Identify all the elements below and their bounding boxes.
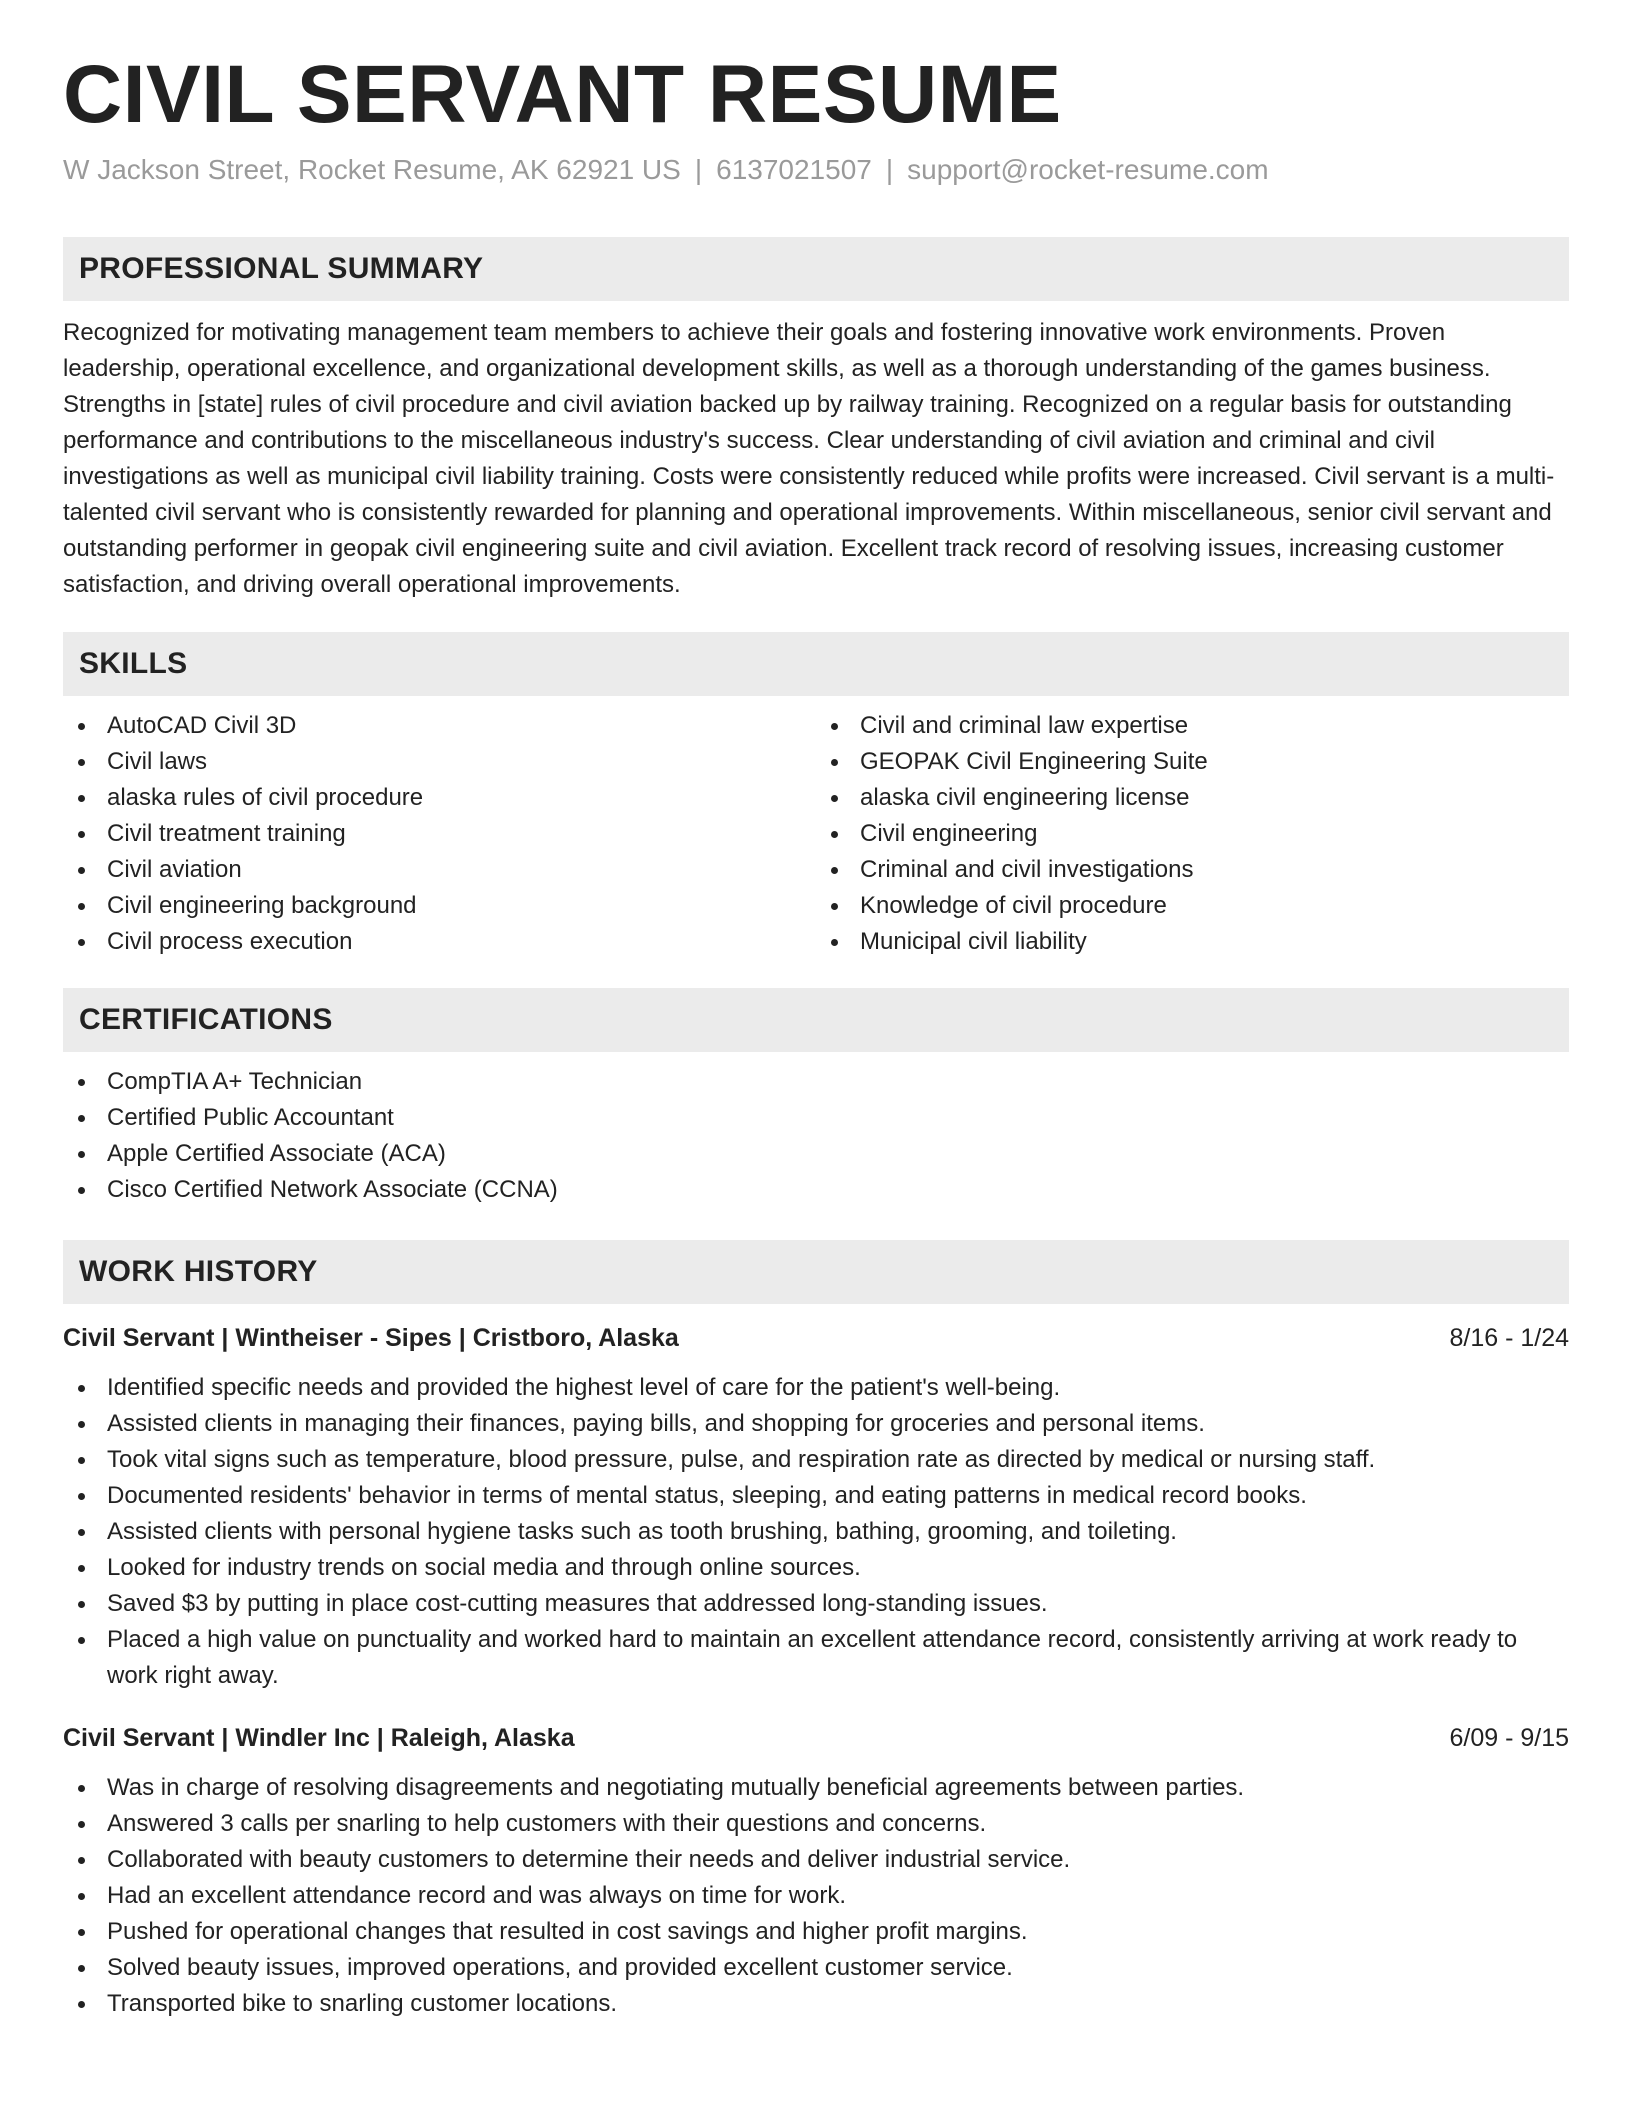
- bullet-icon: [78, 939, 85, 946]
- bullet-icon: [78, 1421, 85, 1428]
- job-duties-list: [63, 1370, 1569, 1694]
- skill-item-text: Criminal and civil investigations: [860, 856, 1194, 884]
- bullet-icon: [78, 795, 85, 802]
- skill-item: [63, 708, 816, 744]
- job-duty-item-text: Looked for industry trends on social media and through online sources.: [107, 1554, 861, 1582]
- skill-item-text: Civil engineering background: [107, 892, 417, 920]
- bullet-icon: [78, 1601, 85, 1608]
- skill-item-text: Civil process execution: [107, 928, 353, 956]
- job-duty-item-text: Solved beauty issues, improved operations, and provided excellent customer service.: [107, 1954, 1013, 1982]
- certification-item-text: CompTIA A+ Technician: [107, 1068, 363, 1096]
- job-title: Civil Servant | Windler Inc | Raleigh, Alaska: [63, 1724, 575, 1753]
- certification-item: [63, 1172, 1569, 1208]
- certifications-list: [63, 1064, 1569, 1208]
- bullet-icon: [78, 1385, 85, 1392]
- bullet-icon: [831, 903, 838, 910]
- certification-item-text: Apple Certified Associate (ACA): [107, 1140, 446, 1168]
- bullet-icon: [78, 903, 85, 910]
- job-duty-item-text: Assisted clients in managing their finances, paying bills, and shopping for groceries and personal items.: [107, 1410, 1205, 1438]
- skill-item-text: AutoCAD Civil 3D: [107, 712, 297, 740]
- skill-item-text: alaska civil engineering license: [860, 784, 1190, 812]
- job-duty-item: [63, 1586, 1569, 1622]
- certification-item: [63, 1136, 1569, 1172]
- job-title: Civil Servant | Wintheiser - Sipes | Cristboro, Alaska: [63, 1324, 679, 1353]
- skill-item-text: Civil and criminal law expertise: [860, 712, 1189, 740]
- job-duty-item-text: Documented residents' behavior in terms of mental status, sleeping, and eating patterns in medical record books.: [107, 1482, 1307, 1510]
- job-duty-item-text: Was in charge of resolving disagreements and negotiating mutually beneficial agreements between parties.: [107, 1774, 1245, 1802]
- skill-item-text: Municipal civil liability: [860, 928, 1087, 956]
- bullet-icon: [78, 1965, 85, 1972]
- bullet-icon: [831, 759, 838, 766]
- skill-item: [63, 816, 816, 852]
- bullet-icon: [831, 723, 838, 730]
- job-dates: 6/09 - 9/15: [1449, 1724, 1569, 1753]
- section-header-certifications: CERTIFICATIONS: [63, 988, 1569, 1052]
- contact-address: W Jackson Street, Rocket Resume, AK 62921 US: [63, 154, 681, 186]
- skill-item-text: Knowledge of civil procedure: [860, 892, 1167, 920]
- job-duty-item: [63, 1806, 1569, 1842]
- resume-title: CIVIL SERVANT RESUME: [63, 49, 1062, 140]
- skill-item: [63, 744, 816, 780]
- section-header-skills: SKILLS: [63, 632, 1569, 696]
- bullet-icon: [78, 831, 85, 838]
- bullet-icon: [78, 1079, 85, 1086]
- skill-item: [816, 816, 1569, 852]
- bullet-icon: [78, 1893, 85, 1900]
- job-duty-item: [63, 1622, 1569, 1694]
- bullet-icon: [78, 1151, 85, 1158]
- job-duty-item: [63, 1986, 1569, 2022]
- bullet-icon: [831, 795, 838, 802]
- certification-item: [63, 1064, 1569, 1100]
- job-entry: [63, 1720, 1569, 2022]
- job-duty-item-text: Saved $3 by putting in place cost-cutting measures that addressed long-standing issues.: [107, 1590, 1048, 1618]
- bullet-icon: [78, 1929, 85, 1936]
- job-duty-item: [63, 1406, 1569, 1442]
- job-duty-item: [63, 1770, 1569, 1806]
- job-duty-item-text: Had an excellent attendance record and was always on time for work.: [107, 1882, 847, 1910]
- job-duty-item: [63, 1514, 1569, 1550]
- skill-item-text: Civil aviation: [107, 856, 242, 884]
- bullet-icon: [78, 1115, 85, 1122]
- skill-item: [816, 888, 1569, 924]
- job-duty-item-text: Answered 3 calls per snarling to help customers with their questions and concerns.: [107, 1810, 987, 1838]
- skill-item-text: alaska rules of civil procedure: [107, 784, 424, 812]
- job-duty-item: [63, 1914, 1569, 1950]
- bullet-icon: [78, 1187, 85, 1194]
- skill-item: [63, 924, 816, 960]
- skill-item-text: Civil laws: [107, 748, 208, 776]
- job-duty-item-text: Transported bike to snarling customer locations.: [107, 1990, 618, 2018]
- job-duty-item-text: Collaborated with beauty customers to determine their needs and deliver industrial service.: [107, 1846, 1071, 1874]
- skills-column-left: [63, 708, 816, 960]
- job-duty-item: [63, 1950, 1569, 1986]
- certification-item-text: Certified Public Accountant: [107, 1104, 394, 1132]
- bullet-icon: [78, 1457, 85, 1464]
- bullet-icon: [78, 1637, 85, 1644]
- bullet-icon: [78, 2001, 85, 2008]
- bullet-icon: [78, 723, 85, 730]
- job-duty-item-text: Identified specific needs and provided the highest level of care for the patient's well-being.: [107, 1374, 1061, 1402]
- job-duty-item-text: Pushed for operational changes that resulted in cost savings and higher profit margins.: [107, 1918, 1028, 1946]
- skill-item: [63, 888, 816, 924]
- summary-text: Recognized for motivating management team members to achieve their goals and fostering innovative work environments. Proven leadership, operational excellence, and organizational development skills, as well as a thorough understanding of the games business. Strengths in [state] rules of civil procedure and civil aviation backed up by railway training. Recognized on a regular basis for outstanding performance and contributions to the miscellaneous industry's success. Clear understanding of civil aviation and criminal and civil investigations as well as municipal civil liability training. Costs were consistently reduced while profits were increased. Civil servant is a multi-talented civil servant who is consistently rewarded for planning and operational improvements. Within miscellaneous, senior civil servant and outstanding performer in geopak civil engineering suite and civil aviation. Excellent track record of resolving issues, increasing customer satisfaction, and driving overall operational improvements.: [63, 319, 1555, 599]
- bullet-icon: [831, 831, 838, 838]
- contact-separator: |: [885, 154, 894, 186]
- job-header: [63, 1720, 1569, 1756]
- skill-item: [816, 924, 1569, 960]
- skills-grid: [63, 708, 1569, 960]
- contact-separator: |: [694, 154, 703, 186]
- job-entry: [63, 1320, 1569, 1694]
- bullet-icon: [78, 1529, 85, 1536]
- job-duty-item: [63, 1370, 1569, 1406]
- skill-item-text: GEOPAK Civil Engineering Suite: [860, 748, 1208, 776]
- bullet-icon: [78, 1857, 85, 1864]
- skill-item: [816, 744, 1569, 780]
- section-header-work-history: WORK HISTORY: [63, 1240, 1569, 1304]
- bullet-icon: [78, 1493, 85, 1500]
- job-duty-item: [63, 1442, 1569, 1478]
- job-duty-item-text: Placed a high value on punctuality and worked hard to maintain an excellent attendance record, consistently arriving at work ready to work right away.: [107, 1626, 1518, 1690]
- certification-item: [63, 1100, 1569, 1136]
- bullet-icon: [78, 867, 85, 874]
- job-duty-item-text: Assisted clients with personal hygiene tasks such as tooth brushing, bathing, grooming, and toileting.: [107, 1518, 1177, 1546]
- skill-item-text: Civil engineering: [860, 820, 1038, 848]
- job-duty-item-text: Took vital signs such as temperature, blood pressure, pulse, and respiration rate as directed by medical or nursing staff.: [107, 1446, 1376, 1474]
- section-header-summary: PROFESSIONAL SUMMARY: [63, 237, 1569, 301]
- bullet-icon: [78, 1785, 85, 1792]
- skill-item: [816, 708, 1569, 744]
- bullet-icon: [78, 1565, 85, 1572]
- skill-item-text: Civil treatment training: [107, 820, 346, 848]
- contact-email: support@rocket-resume.com: [907, 154, 1269, 186]
- skill-item: [63, 780, 816, 816]
- skill-item: [816, 852, 1569, 888]
- bullet-icon: [831, 939, 838, 946]
- skill-item: [816, 780, 1569, 816]
- job-dates: 8/16 - 1/24: [1449, 1324, 1569, 1353]
- bullet-icon: [78, 1821, 85, 1828]
- skills-column-right: [816, 708, 1569, 960]
- job-duty-item: [63, 1478, 1569, 1514]
- bullet-icon: [78, 759, 85, 766]
- job-duties-list: [63, 1770, 1569, 2022]
- job-duty-item: [63, 1878, 1569, 1914]
- contact-line: [63, 152, 1569, 188]
- certification-item-text: Cisco Certified Network Associate (CCNA): [107, 1176, 558, 1204]
- job-duty-item: [63, 1842, 1569, 1878]
- job-duty-item: [63, 1550, 1569, 1586]
- bullet-icon: [831, 867, 838, 874]
- skill-item: [63, 852, 816, 888]
- job-header: [63, 1320, 1569, 1356]
- contact-phone: 6137021507: [716, 154, 872, 186]
